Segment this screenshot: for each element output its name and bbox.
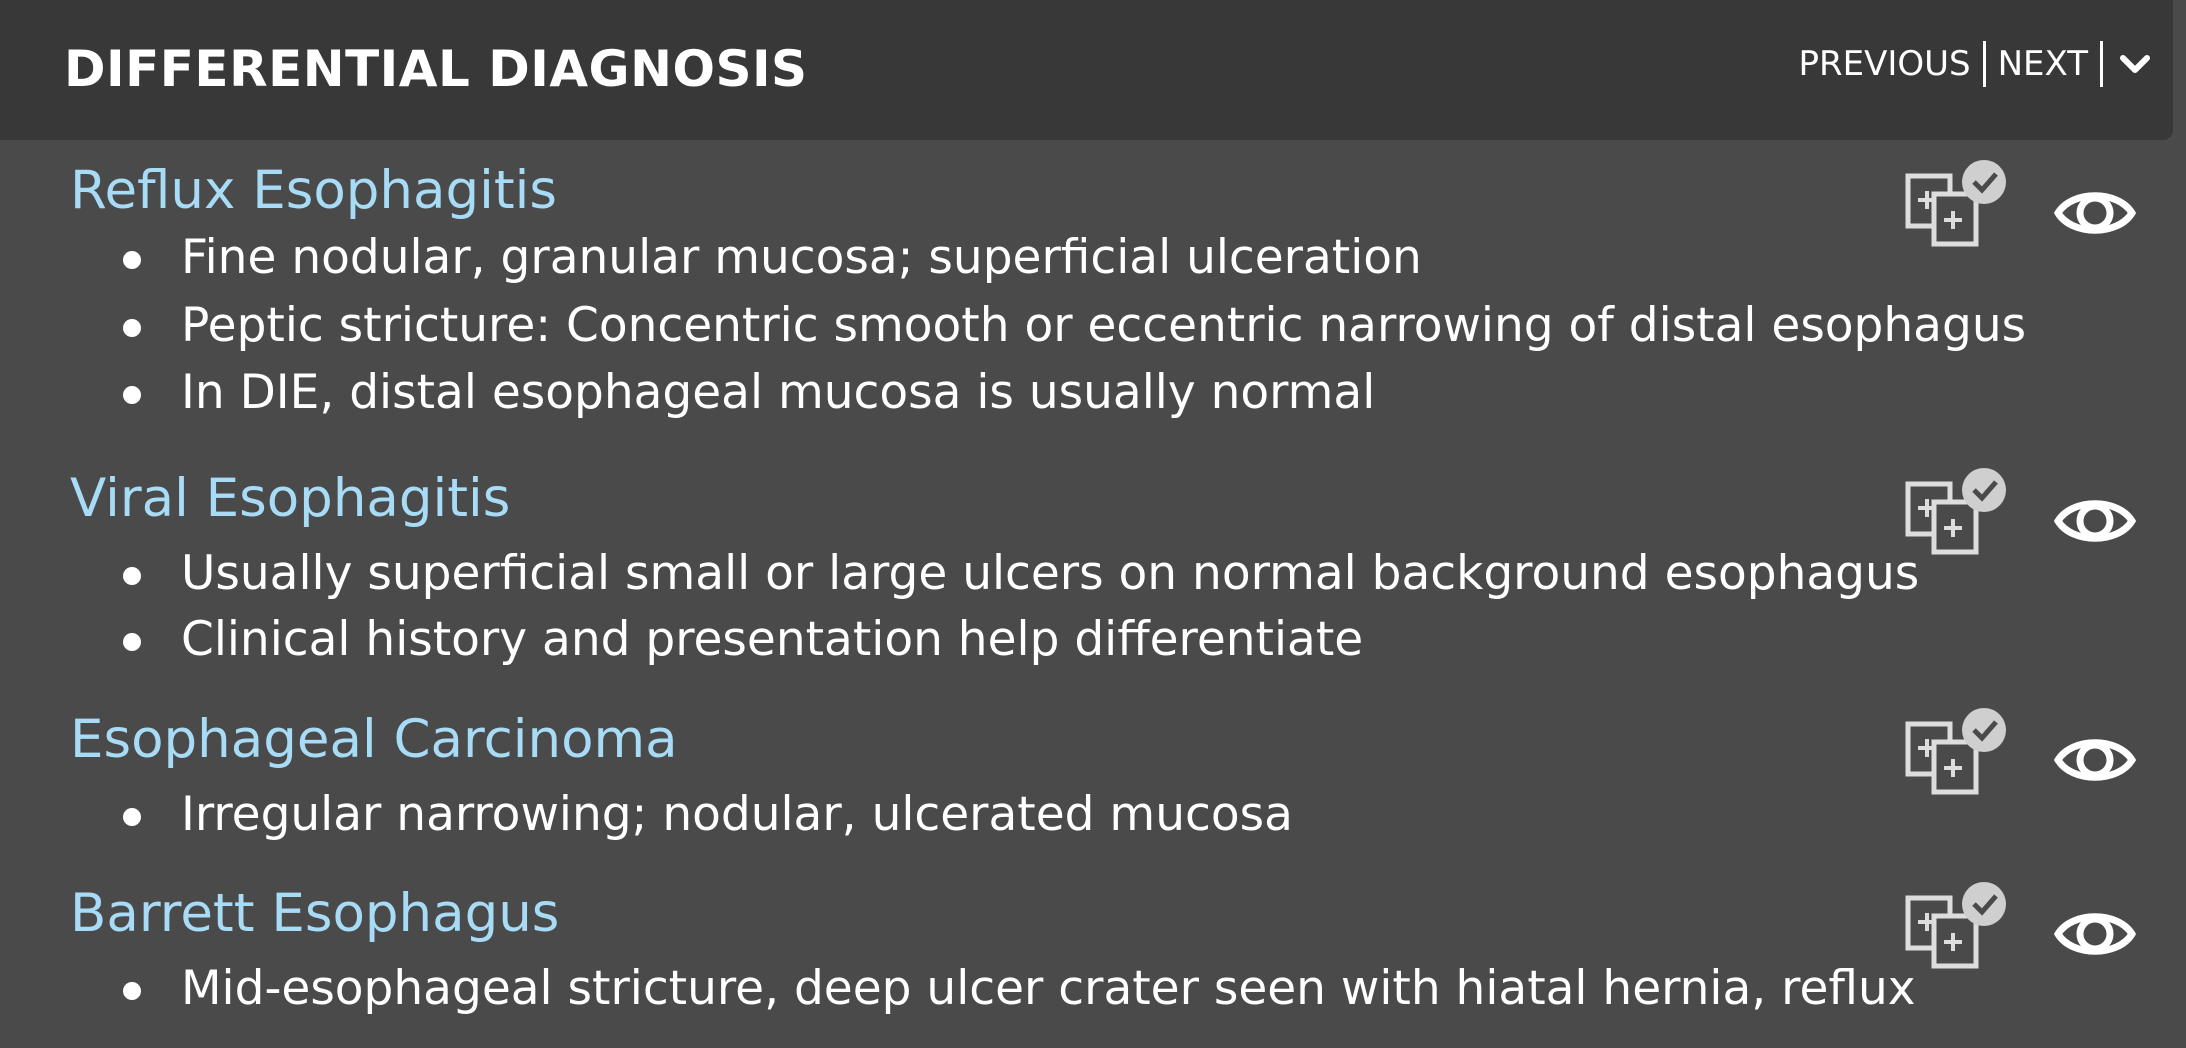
chevron-down-icon xyxy=(2119,53,2151,75)
eye-icon[interactable] xyxy=(2054,182,2136,244)
bullet-text: Usually superficial small or large ulcers on normal background esophagus xyxy=(181,546,1920,601)
diagnosis-title[interactable]: Viral Esophagitis xyxy=(70,468,511,529)
previous-link[interactable]: PREVIOUS xyxy=(1798,44,1971,84)
bullet-text: In DIE, distal esophageal mucosa is usually normal xyxy=(181,365,1376,420)
diagnosis-title[interactable]: Esophageal Carcinoma xyxy=(70,709,678,770)
bullet-text: Irregular narrowing; nodular, ulcerated mucosa xyxy=(181,787,1293,842)
compare-images-icon[interactable] xyxy=(1904,156,2008,248)
bullet-item xyxy=(0,961,2000,1021)
bullet-dot xyxy=(123,251,141,269)
bullet-dot xyxy=(123,633,141,651)
bullet-item xyxy=(0,298,2027,358)
bullet-item xyxy=(0,365,2000,425)
bullet-item xyxy=(0,787,2000,847)
bullet-item xyxy=(0,612,2000,672)
panel-header xyxy=(0,0,2173,140)
compare-images-icon[interactable] xyxy=(1904,704,2008,796)
pager-nav xyxy=(1786,38,2151,90)
eye-icon[interactable] xyxy=(2054,903,2136,965)
compare-images-icon[interactable] xyxy=(1904,878,2008,970)
bullet-dot xyxy=(123,567,141,585)
diagnosis-title[interactable]: Barrett Esophagus xyxy=(70,883,560,944)
bullet-item xyxy=(0,230,2000,290)
bullet-text: Clinical history and presentation help differentiate xyxy=(181,612,1364,667)
next-link[interactable]: NEXT xyxy=(1997,44,2088,84)
compare-images-icon[interactable] xyxy=(1904,464,2008,556)
panel-title: DIFFERENTIAL DIAGNOSIS xyxy=(64,40,808,98)
bullet-dot xyxy=(123,808,141,826)
bullet-text: Peptic stricture: Concentric smooth or eccentric narrowing of distal esophagus xyxy=(181,298,2027,353)
bullet-dot xyxy=(123,386,141,404)
bullet-text: Fine nodular, granular mucosa; superficial ulceration xyxy=(181,230,1422,285)
eye-icon[interactable] xyxy=(2054,490,2136,552)
eye-icon[interactable] xyxy=(2054,729,2136,791)
diagnosis-title[interactable]: Reflux Esophagitis xyxy=(70,160,557,221)
collapse-button[interactable] xyxy=(2103,53,2151,75)
bullet-item xyxy=(0,546,2000,606)
bullet-dot xyxy=(123,319,141,337)
bullet-text: Mid-esophageal stricture, deep ulcer crater seen with hiatal hernia, reflux xyxy=(181,961,1916,1016)
bullet-dot xyxy=(123,982,141,1000)
